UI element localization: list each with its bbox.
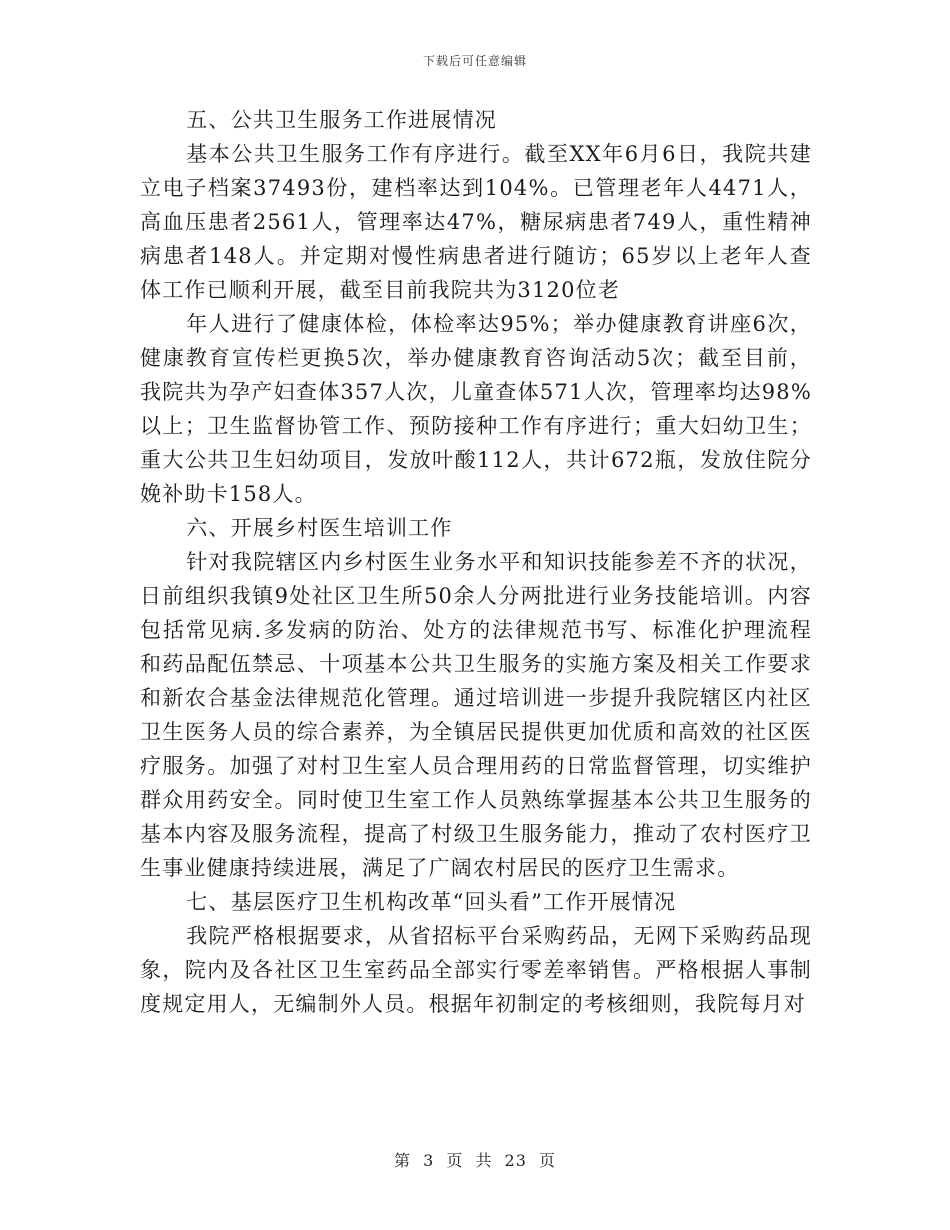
document-body (140, 103, 812, 1021)
section-heading-7: 七、基层医疗卫生机构改革“回头看”工作开展情况 (186, 890, 677, 914)
page-header-note: 下载后可任意编辑 (422, 54, 527, 68)
paragraph-public-health: 基本公共卫生服务工作有序进行。截至XX年6月6日，我院共建立电子档案37493份，建档率达到104%。已管理老年人4471人，高血压患者2561人，管理率达47%，糖尿病患者749人，重性精神病患者148人。并定期对慢性病患者进行随访；65岁以上老年人查体工作已顺利开展，截至目前我院共为3120位老 (140, 142, 812, 302)
section-heading-5: 五、公共卫生服务工作进展情况 (186, 108, 497, 132)
paragraph-health-checkup: 年人进行了健康体检，体检率达95%；举办健康教育讲座6次，健康教育宣传栏更换5次，举办健康教育咨询活动5次；截至目前，我院共为孕产妇查体357人次，儿童查体571人次，管理率均达98%以上；卫生监督协管工作、预防接种工作有序进行；重大妇幼卫生；重大公共卫生妇幼项目，发放叶酸112人，共计672瓶，发放住院分娩补助卡158人。 (140, 312, 812, 506)
page-number-footer: 第 3 页 共 23 页 (394, 1151, 556, 1170)
section-heading-6: 六、开展乡村医生培训工作 (186, 516, 453, 540)
paragraph-reform-review: 我院严格根据要求，从省招标平台采购药品，无网下采购药品现象，院内及各社区卫生室药品全部实行零差率销售。严格根据人事制度规定用人，无编制外人员。根据年初制定的考核细则，我院每月对 (140, 924, 812, 1016)
paragraph-doctor-training: 针对我院辖区内乡村医生业务水平和知识技能参差不齐的状况，日前组织我镇9处社区卫生所50余人分两批进行业务技能培训。内容包括常见病.多发病的防治、处方的法律规范书写、标准化护理流程和药品配伍禁忌、十项基本公共卫生服务的实施方案及相关工作要求和新农合基金法律规范化管理。通过培训进一步提升我院辖区内社区卫生医务人员的综合素养，为全镇居民提供更加优质和高效的社区医疗服务。加强了对村卫生室人员合理用药的日常监督管理，切实维护群众用药安全。同时使卫生室工作人员熟练掌握基本公共卫生服务的基本内容及服务流程，提高了村级卫生服务能力，推动了农村医疗卫生事业健康持续进展，满足了广阔农村居民的医疗卫生需求。 (140, 550, 812, 880)
